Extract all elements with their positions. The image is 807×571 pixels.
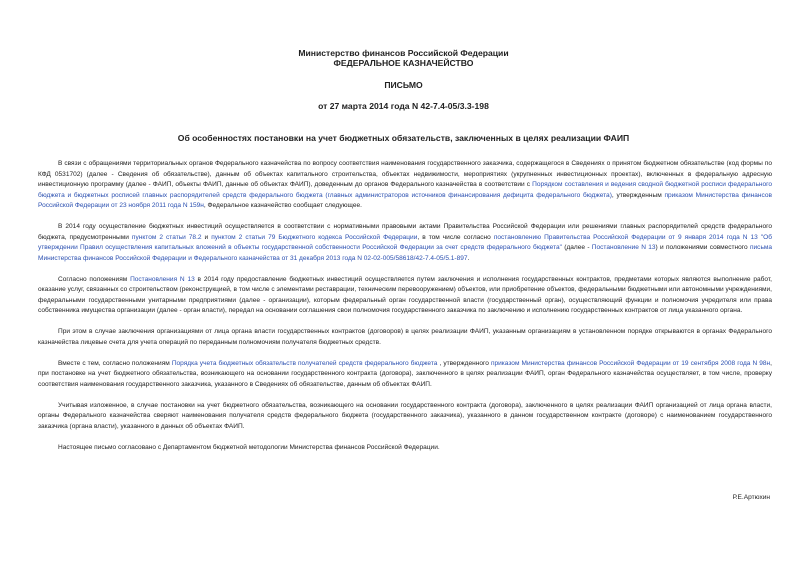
paragraph-text: Вместе с тем, согласно положениям bbox=[58, 359, 172, 367]
paragraph-text: ) и положениями совместного bbox=[655, 244, 750, 251]
link-decree-13-provisions[interactable]: Постановления N 13 bbox=[130, 275, 195, 283]
link-article-78-2[interactable]: пунктом 2 статьи 78.2 bbox=[131, 233, 202, 241]
document-date-number: от 27 марта 2014 года N 42-7.4-05/3.3-198 bbox=[318, 101, 489, 111]
paragraph-text: . bbox=[467, 254, 470, 262]
document-subject: Об особенностях постановки на учет бюджетных обязательств, заключенных в целях реализации ФАИП bbox=[177, 133, 630, 143]
paragraph-3 bbox=[38, 275, 772, 317]
paragraph-5 bbox=[38, 359, 772, 391]
paragraph-text: , утвержденным bbox=[611, 191, 665, 199]
paragraph-7 bbox=[38, 443, 772, 454]
link-order-98n[interactable]: приказом Министерства финансов Российской Федерации от 19 сентября 2008 года N 98н bbox=[490, 359, 771, 367]
link-joint-letter[interactable]: письма Министерства финансов Российской Федерации и Федерального казначейства от 31 декабря 2013 года N 02-02-005/58618/42-7.4-05/5.1-897 bbox=[38, 244, 772, 262]
paragraph-4 bbox=[38, 327, 772, 348]
link-budget-procedure[interactable]: Порядком составления и ведения сводной бюджетной росписи федерального бюджета и бюджетных росписей главных распорядителей средств федерального бюджета (главных администраторов источников финансирования дефицита федерального бюджета) bbox=[38, 181, 773, 199]
link-government-decree-13[interactable]: постановлению Правительства Российской Федерации от 9 января 2014 года N 13 "Об утверждении Правил осуществления капитальных вложений в объекты государственной собственности Российской Федерации за счет средств федерального бюджета" bbox=[38, 233, 772, 251]
ministry-name: Министерство финансов Российской Федерации bbox=[298, 48, 509, 58]
paragraph-text: В связи с обращениями территориальных органов Федерального казначейства по вопросу соответствия наименования государственного заказчика, содержащегося в Сведениях о принятом бюджетном обязательстве (код формы по КФД 0531702) (далее - Сведения об обязательстве), данным об объектах капитального строительства, объектах недвижимости, мероприятиях (укрупненных инвестиционных проектах), включенных в федеральную адресную инвестиционную программу (далее - ФАИП, объекты ФАИП, данные об объектах ФАИП), доведенным до органов Федерального казначейства в соответствии с bbox=[38, 160, 772, 188]
link-decree-13-short[interactable]: Постановление N 13 bbox=[591, 244, 656, 251]
signature: Р.Е.Артюхин bbox=[732, 494, 770, 501]
paragraph-text: в 2014 году предоставление бюджетных инвестиций осуществляется путем заключения и исполнения государственных контрактов, предметами которых являются выполнение работ, оказание услуг, связанных со строительством (реконструкцией, в том числе с элементами реставрации, техническим перевооружением) объектов, или приобретение объектов, федеральными бюджетными или автономными учреждениями, федеральными государственными унитарными предприятиями (далее - организации), которым федеральный орган государственной власти (государственный орган), осуществляющий функции и полномочия учредителя или права собственника имущества организации (далее - орган власти), передал на основании соглашения свои полномочия государственного заказчика по заключению и исполнению государственных контрактов от лица указанного органа. bbox=[38, 275, 772, 314]
paragraph-text: Настоящее письмо согласовано с Департаментом бюджетной методологии Министерства финансов Российской Федерации. bbox=[58, 443, 440, 451]
letter-body bbox=[38, 159, 772, 464]
link-order-159n[interactable]: приказом Министерства финансов Российской Федерации от 23 ноября 2011 года N 159н bbox=[38, 191, 772, 209]
paragraph-text: , Федеральное казначейство сообщает следующее. bbox=[203, 202, 362, 209]
paragraph-text: (далее - bbox=[562, 244, 592, 251]
link-budget-code-article-79[interactable]: пунктом 2 статьи 79 Бюджетного кодекса Российской Федерации bbox=[211, 233, 418, 241]
paragraph-6 bbox=[38, 401, 772, 433]
link-obligations-procedure[interactable]: Порядка учета бюджетных обязательств получателей средств федерального бюджета bbox=[171, 359, 438, 367]
paragraph-text: , в том числе согласно bbox=[417, 233, 494, 241]
paragraph-text: и bbox=[201, 233, 212, 241]
paragraph-text: Учитывая изложенное, в случае постановки на учет бюджетного обязательства, возникающего на основании государственного контракта (договора), заключенного в целях реализации ФАИП организацией от лица органа власти, органы Федерального казначейства сверяют наименования получателя средств федерального бюджета (государственного заказчика), указанного в данном государственном контракте (договоре) с наименованием государственного заказчика (органа власти), указанного в данных об объектах ФАИП. bbox=[38, 401, 772, 430]
treasury-name: ФЕДЕРАЛЬНОЕ КАЗНАЧЕЙСТВО bbox=[333, 58, 474, 68]
paragraph-text: При этом в случае заключения организациями от лица органа власти государственных контрактов (договоров) в целях реализации ФАИП, указанным организациям в установленном порядке открываются в органах Федерального казначейства лицевые счета для учета операций по переданным полномочиям получателя бюджетных средств. bbox=[38, 328, 772, 346]
paragraph-1 bbox=[38, 159, 772, 212]
paragraph-2 bbox=[38, 222, 772, 264]
document-type: ПИСЬМО bbox=[384, 80, 423, 90]
paragraph-text: Согласно положениям bbox=[58, 275, 131, 283]
paragraph-text: , утвержденного bbox=[437, 359, 491, 367]
paragraph-text: В 2014 году осуществление бюджетных инвестиций осуществляется в соответствии с нормативными правовыми актами Правительства Российской Федерации или решениями главных распорядителей средств федерального бюджета, предусмотренными bbox=[38, 223, 772, 241]
paragraph-text: , при постановке на учет бюджетного обязательства, возникающего на основании государственного контракта (договора), заключенного в целях реализации ФАИП, орган Федерального казначейства осуществляет, в том числе, проверку соответствия наименования государственного заказчика, указанного в Сведениях об обязательстве, данным об объектах ФАИП. bbox=[38, 359, 772, 388]
